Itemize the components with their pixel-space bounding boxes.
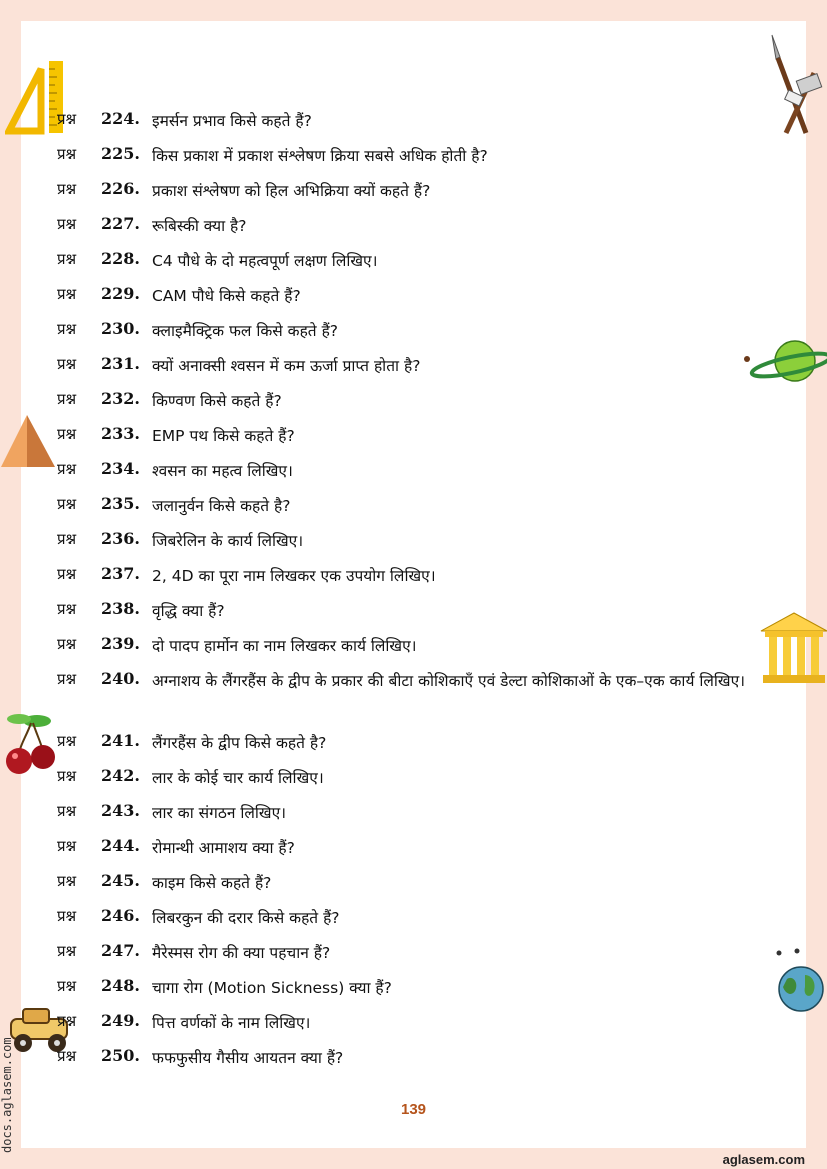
question-text: जिबरेलिन के कार्य लिखिए। <box>152 532 304 550</box>
question-number: 241. <box>101 731 140 750</box>
question-label: प्रश्न <box>57 180 77 198</box>
question-text: किण्वण किसे कहते हैं? <box>152 392 282 410</box>
question-label: प्रश्न <box>57 250 77 268</box>
side-watermark: docs.aglasem.com <box>0 1037 14 1153</box>
question-number: 232. <box>101 389 140 408</box>
question-label: प्रश्न <box>57 635 77 653</box>
document-page <box>21 21 806 1148</box>
question-text: इमर्सन प्रभाव किसे कहते हैं? <box>152 112 312 130</box>
question-label: प्रश्न <box>57 390 77 408</box>
question-number: 247. <box>101 941 140 960</box>
question-text: रूबिस्की क्या है? <box>152 217 247 235</box>
question-number: 230. <box>101 319 140 338</box>
question-text: फफफुसीय गैसीय आयतन क्या हैं? <box>152 1049 344 1067</box>
question-text: चागा रोग (Motion Sickness) क्या हैं? <box>152 979 392 997</box>
question-label: प्रश्न <box>57 837 77 855</box>
question-label: प्रश्न <box>57 942 77 960</box>
question-number: 243. <box>101 801 140 820</box>
question-number: 234. <box>101 459 140 478</box>
question-label: प्रश्न <box>57 110 77 128</box>
question-label: प्रश्न <box>57 907 77 925</box>
question-number: 249. <box>101 1011 140 1030</box>
question-label: प्रश्न <box>57 565 77 583</box>
question-number: 239. <box>101 634 140 653</box>
question-label: प्रश्न <box>57 215 77 233</box>
question-label: प्रश्न <box>57 670 77 688</box>
question-number: 244. <box>101 836 140 855</box>
cherries-icon <box>3 707 63 777</box>
question-label: प्रश्न <box>57 145 77 163</box>
question-number: 226. <box>101 179 140 198</box>
question-label: प्रश्न <box>57 530 77 548</box>
tools-icon <box>766 33 827 137</box>
question-text: लैंगरहैंस के द्वीप किसे कहते है? <box>152 734 327 752</box>
question-label: प्रश्न <box>57 320 77 338</box>
question-label: प्रश्न <box>57 355 77 373</box>
globe-icon <box>773 945 827 1021</box>
question-number: 246. <box>101 906 140 925</box>
question-number: 227. <box>101 214 140 233</box>
question-text: लार के कोई चार कार्य लिखिए। <box>152 769 324 787</box>
question-label: प्रश्न <box>57 977 77 995</box>
question-number: 228. <box>101 249 140 268</box>
question-label: प्रश्न <box>57 872 77 890</box>
question-number: 225. <box>101 144 140 163</box>
question-text: लिबरकुन की दरार किसे कहते हैं? <box>152 909 340 927</box>
question-text: अग्नाशय के लैंगरहैंस के द्वीप के प्रकार की बीटा कोशिकाएँ एवं डेल्टा कोशिकाओं के एक–एक कार्य लिखिए। <box>152 672 746 690</box>
question-text: श्वसन का महत्व लिखिए। <box>152 462 293 480</box>
question-label: प्रश्न <box>57 600 77 618</box>
question-label: प्रश्न <box>57 495 77 513</box>
question-text: मैरेस्मस रोग की क्या पहचान हैं? <box>152 944 331 962</box>
question-number: 229. <box>101 284 140 303</box>
question-label: प्रश्न <box>57 425 77 443</box>
question-number: 238. <box>101 599 140 618</box>
question-number: 231. <box>101 354 140 373</box>
question-number: 240. <box>101 669 140 688</box>
question-text: क्लाइमैक्ट्रिक फल किसे कहते हैं? <box>152 322 339 340</box>
question-label: प्रश्न <box>57 802 77 820</box>
question-label: प्रश्न <box>57 1012 77 1030</box>
question-text: रोमान्थी आमाशय क्या हैं? <box>152 839 295 857</box>
question-label: प्रश्न <box>57 285 77 303</box>
question-number: 237. <box>101 564 140 583</box>
question-text: क्यों अनाक्सी श्वसन में कम ऊर्जा प्राप्त होता है? <box>152 357 421 375</box>
pyramid-icon <box>0 413 59 469</box>
question-text: लार का संगठन लिखिए। <box>152 804 287 822</box>
question-text: C4 पौधे के दो महत्वपूर्ण लक्षण लिखिए। <box>152 252 378 270</box>
question-text: वृद्धि क्या हैं? <box>152 602 225 620</box>
question-number: 248. <box>101 976 140 995</box>
question-text: प्रकाश संश्लेषण को हिल अभिक्रिया क्यों कहते हैं? <box>152 182 431 200</box>
site-name: aglasem.com <box>722 1152 805 1167</box>
question-number: 236. <box>101 529 140 548</box>
question-label: प्रश्न <box>57 1047 77 1065</box>
question-text: पित्त वर्णकों के नाम लिखिए। <box>152 1014 311 1032</box>
question-label: प्रश्न <box>57 732 77 750</box>
question-number: 242. <box>101 766 140 785</box>
question-number: 233. <box>101 424 140 443</box>
question-text: EMP पथ किसे कहते हैं? <box>152 427 295 445</box>
question-label: प्रश्न <box>57 460 77 478</box>
question-text: CAM पौधे किसे कहते हैं? <box>152 287 301 305</box>
temple-icon <box>759 611 827 687</box>
question-number: 224. <box>101 109 140 128</box>
question-number: 245. <box>101 871 140 890</box>
page-number: 139 <box>400 1101 427 1118</box>
question-number: 250. <box>101 1046 140 1065</box>
question-label: प्रश्न <box>57 767 77 785</box>
question-text: काइम किसे कहते हैं? <box>152 874 272 892</box>
question-text: दो पादप हार्मोन का नाम लिखकर कार्य लिखिए। <box>152 637 417 655</box>
question-text: किस प्रकाश में प्रकाश संश्लेषण क्रिया सबसे अधिक होती है? <box>152 147 488 165</box>
question-number: 235. <box>101 494 140 513</box>
question-text: जलानुर्वन किसे कहते है? <box>152 497 291 515</box>
question-text: 2, 4D का पूरा नाम लिखकर एक उपयोग लिखिए। <box>152 567 436 585</box>
